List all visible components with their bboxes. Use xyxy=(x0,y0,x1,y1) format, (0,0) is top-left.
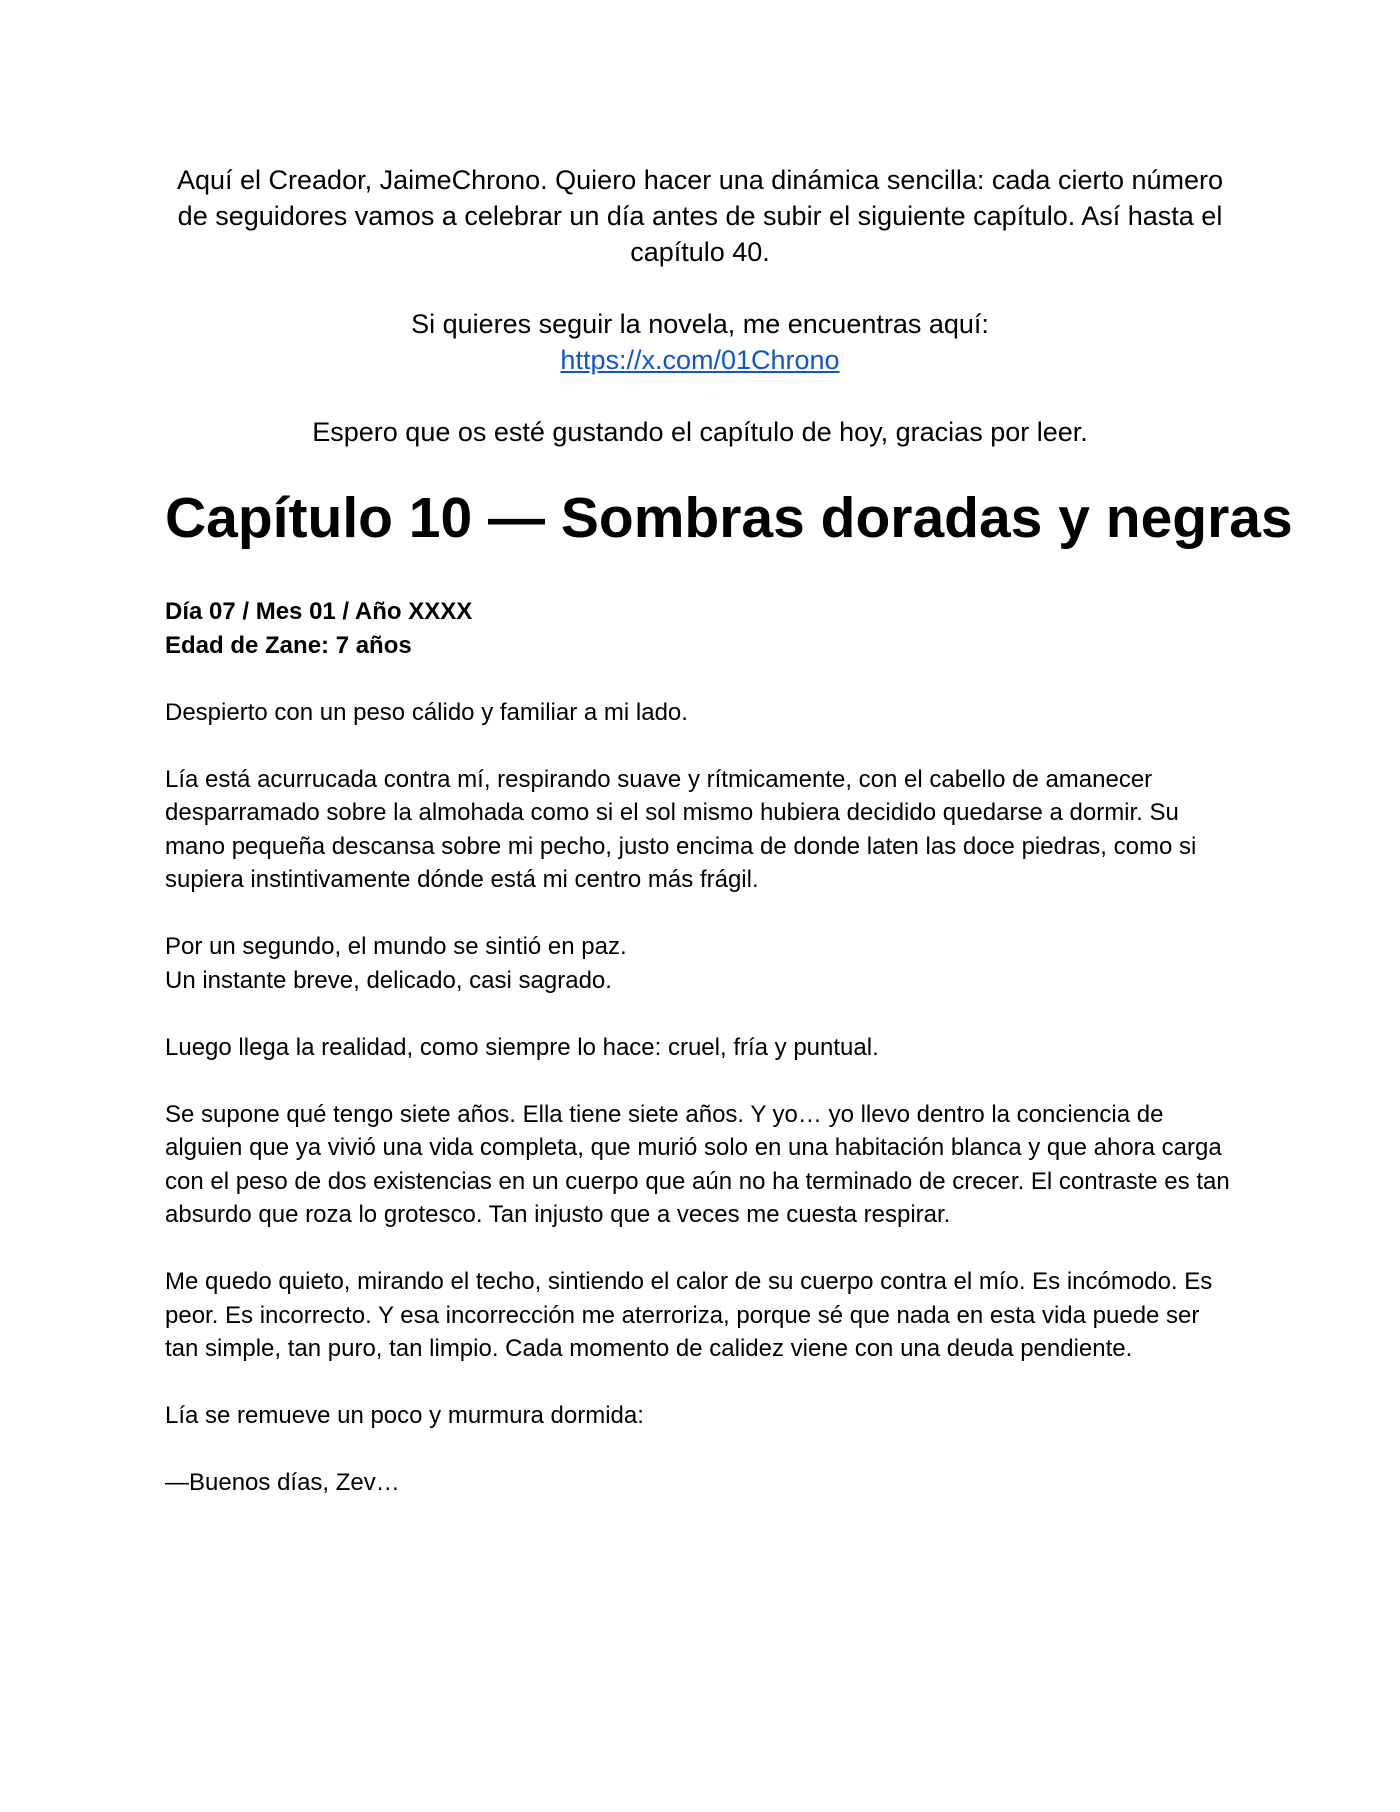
author-profile-link[interactable]: https://x.com/01Chrono xyxy=(560,345,840,375)
closing-note: Espero que os esté gustando el capítulo de hoy, gracias por leer. xyxy=(312,417,1088,447)
author-note xyxy=(165,162,1235,450)
chapter-title: Capítulo 10 — Sombras doradas y negras xyxy=(165,486,1293,550)
author-note-paragraph: Aquí el Creador, JaimeChrono. Quiero hacer una dinámica sencilla: cada cierto número de seguidores vamos a celebrar un día antes de subir el siguiente capítulo. Así hasta el capítulo 40. xyxy=(176,165,1224,267)
dialogue-line: —Buenos días, Zev… xyxy=(165,1469,400,1496)
chapter-body xyxy=(165,595,1235,1500)
paragraph-line: Un instante breve, delicado, casi sagrado. xyxy=(165,966,612,994)
paragraph: Se supone qué tengo siete años. Ella tiene siete años. Y yo… yo llevo dentro la conciencia de alguien que ya vivió una vida completa, que murió solo en una habitación blanca y que ahora carga con el peso de dos existencias en un cuerpo que aún no ha terminado de crecer. El contraste es tan absurdo que roza lo grotesco. Tan injusto que a veces me cuesta respirar. xyxy=(165,1100,1230,1228)
follow-text xyxy=(165,306,1235,378)
paragraph: Me quedo quieto, mirando el techo, sintiendo el calor de su cuerpo contra el mío. Es incómodo. Es peor. Es incorrecto. Y esa incorrección me aterroriza, porque sé que nada en esta vida puede ser tan simple, tan puro, tan limpio. Cada momento de calidez viene con una deuda pendiente. xyxy=(165,1268,1213,1362)
paragraph: Despierto con un peso cálido y familiar a mi lado. xyxy=(165,698,688,726)
age-line: Edad de Zane: 7 años xyxy=(165,631,412,659)
paragraph: Luego llega la realidad, como siempre lo hace: cruel, fría y puntual. xyxy=(165,1033,879,1061)
paragraph-line: Por un segundo, el mundo se sintió en paz. xyxy=(165,933,627,960)
date-line: Día 07 / Mes 01 / Año XXXX xyxy=(165,598,473,625)
chapter-meta xyxy=(165,595,1235,662)
document-page xyxy=(165,0,1293,1500)
paragraph xyxy=(165,930,1235,997)
follow-label: Si quieres seguir la novela, me encuentras aquí: xyxy=(411,309,989,339)
paragraph: Lía está acurrucada contra mí, respirando suave y rítmicamente, con el cabello de amanecer desparramado sobre la almohada como si el sol mismo hubiera decidido quedarse a dormir. Su mano pequeña descansa sobre mi pecho, justo encima de donde laten las doce piedras, como si supiera instintivamente dónde está mi centro más frágil. xyxy=(165,765,1197,893)
paragraph: Lía se remueve un poco y murmura dormida: xyxy=(165,1402,644,1429)
